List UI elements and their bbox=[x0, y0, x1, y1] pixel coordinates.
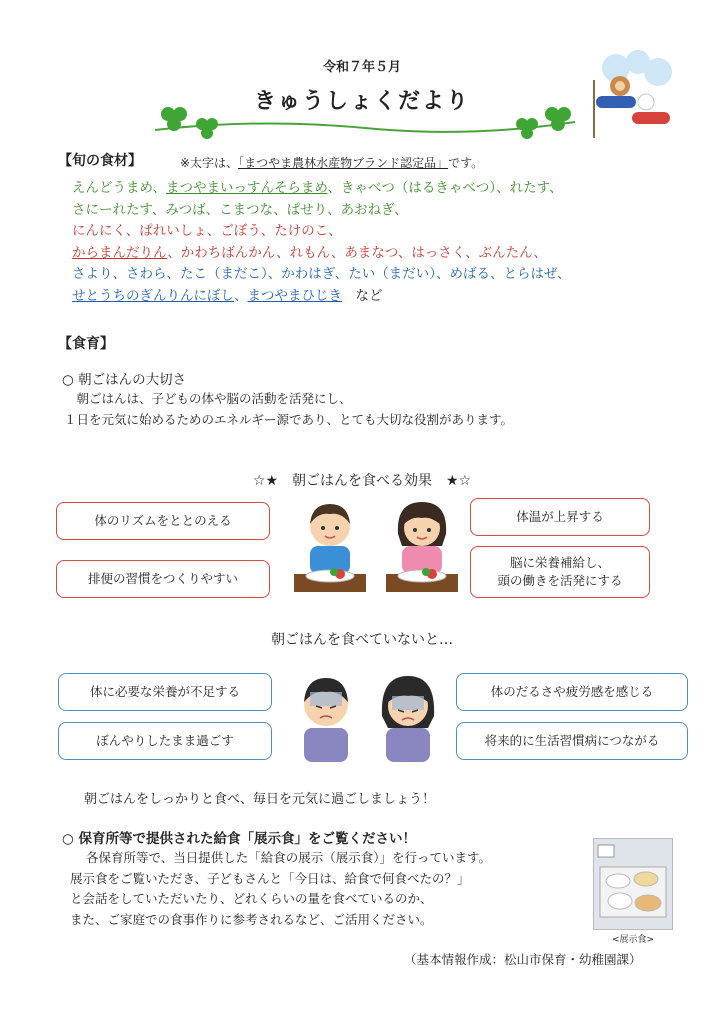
display-meal-line: また、ご家庭での食事作りに参考されるなど、ご活用ください。 bbox=[70, 911, 433, 927]
tired-girl-illustration bbox=[370, 668, 446, 764]
page-title: きゅうしょくだより bbox=[253, 89, 470, 114]
photo-caption: <展示食> bbox=[611, 935, 655, 945]
food-line bbox=[72, 221, 672, 243]
display-meal-text bbox=[70, 848, 491, 930]
issue-date: 令和７年５月 bbox=[322, 60, 401, 75]
food-line bbox=[72, 264, 672, 286]
brand-food-item: せとうちのぎんりんにぼし bbox=[72, 287, 234, 304]
note-prefix: ※太字は、 bbox=[180, 156, 239, 170]
display-meal-line: と会話をしていただいたり、どれくらいの量を食べているのか、 bbox=[70, 891, 433, 906]
food-item: 、かわちばんかん、れもん、あまなつ、はっさく、ぶんたん、 bbox=[167, 244, 547, 261]
breakfast-importance-text bbox=[64, 388, 513, 430]
consequence-box: 将来的に生活習慣病につながる bbox=[456, 722, 688, 760]
food-item: さにーれたす、みつば、こまつな、ぱせり、あおねぎ、 bbox=[72, 201, 408, 218]
food-line bbox=[72, 200, 672, 222]
food-item: にんにく、ぱれいしょ、ごぼう、たけのこ、 bbox=[72, 223, 342, 239]
breakfast-text-line: １日を元気に始めるためのエネルギー源であり、とても大切な役割があります。 bbox=[64, 412, 514, 427]
food-line bbox=[72, 286, 672, 308]
consequence-box: 体のだるさや疲労感を感じる bbox=[456, 673, 688, 711]
effect-box: 体のリズムをととのえる bbox=[56, 502, 270, 540]
breakfast-importance-heading: ○ 朝ごはんの大切さ bbox=[62, 372, 187, 388]
girl-eating-illustration bbox=[382, 494, 462, 594]
consequence-box: 体に必要な栄養が不足する bbox=[58, 673, 272, 711]
seasonal-foods-list bbox=[72, 178, 672, 307]
food-item: さより、さわら、たこ（まだこ）、かわはぎ、たい（まだい）、めばる、とらはぜ、 bbox=[72, 266, 571, 282]
food-education-heading: 【食育】 bbox=[58, 336, 114, 352]
consequence-box: ぼんやりしたまま過ごす bbox=[58, 722, 272, 760]
display-meal-heading: ○ 保育所等で提供された給食「展示食」をご覧ください！ bbox=[62, 831, 416, 847]
brand-food-item: まつやまひじき bbox=[247, 287, 342, 304]
clover-vine-decoration bbox=[150, 100, 580, 140]
brand-food-item: まつやまいっすんそらまめ bbox=[165, 180, 328, 196]
breakfast-effects-title: ☆★ 朝ごはんを食べる効果 ★☆ bbox=[252, 473, 472, 489]
effect-box bbox=[470, 546, 650, 598]
note-suffix: です。 bbox=[448, 156, 484, 170]
effect-box: 排便の習慣をつくりやすい bbox=[56, 560, 270, 598]
tired-boy-illustration bbox=[288, 668, 364, 764]
food-item: 、 bbox=[234, 287, 248, 304]
note-brand: 「まつやま農林水産物ブランド認定品」 bbox=[238, 156, 449, 170]
food-line bbox=[72, 178, 672, 200]
effect-box-line: 脳に栄養補給し、 bbox=[509, 555, 610, 570]
effect-box-line: 頭の働きを活発にする bbox=[497, 573, 623, 588]
food-item: 、きゃべつ（はるきゃべつ）、れたす、 bbox=[327, 180, 563, 196]
koinobori-illustration bbox=[588, 50, 678, 140]
seasonal-foods-heading: 【旬の食材】 bbox=[58, 153, 142, 169]
display-meal-photo bbox=[593, 838, 673, 930]
food-item: えんどうまめ、 bbox=[72, 180, 166, 196]
food-line bbox=[72, 243, 672, 265]
breakfast-summary: 朝ごはんをしっかりと食べ、毎日を元気に過ごしましょう！ bbox=[84, 792, 436, 807]
food-item: など bbox=[342, 287, 383, 304]
display-meal-line: 展示食をご覧いただき、子どもさんと「今日は、給食で何食べたの？」 bbox=[70, 870, 470, 886]
boy-eating-illustration bbox=[290, 494, 370, 594]
no-breakfast-title: 朝ごはんを食べていないと… bbox=[271, 632, 453, 648]
breakfast-text-line: 朝ごはんは、子どもの体や脳の活動を活発にし、 bbox=[64, 391, 352, 406]
effect-box: 体温が上昇する bbox=[470, 498, 650, 536]
seasonal-foods-note bbox=[180, 154, 483, 171]
credit-line: （基本情報作成：松山市保育・幼稚園課） bbox=[404, 952, 642, 967]
brand-food-item: からまんだりん bbox=[72, 244, 168, 261]
display-meal-line: 各保育所等で、当日提供した「給食の展示（展示食）」を行っています。 bbox=[86, 850, 492, 865]
